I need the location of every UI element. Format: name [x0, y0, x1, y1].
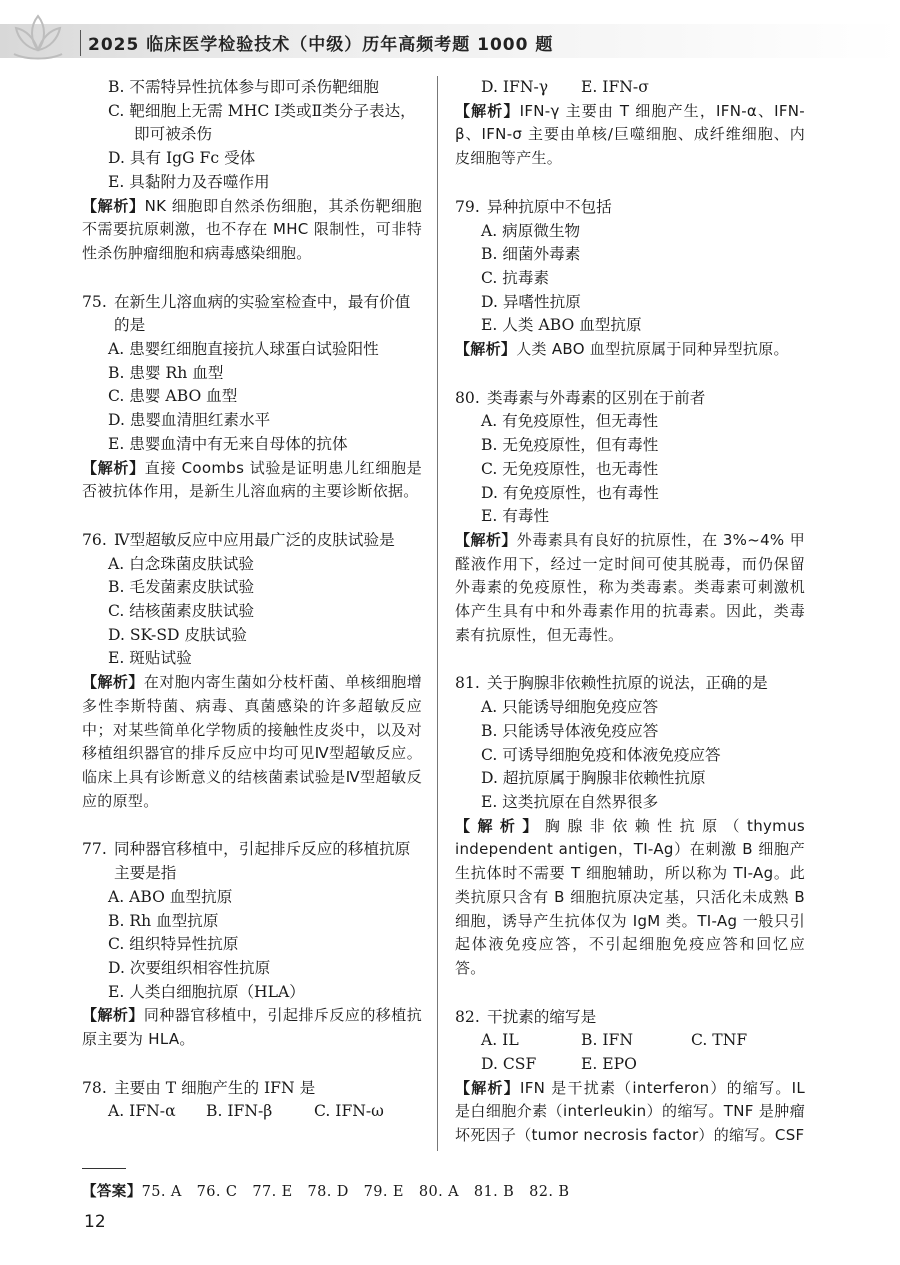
option: E. 患婴血清中有无来自母体的抗体: [108, 434, 348, 453]
question-75: [82, 291, 422, 504]
option: E. 人类 ABO 血型抗原: [481, 316, 642, 335]
question-77: [82, 838, 422, 1051]
stem-text: 同种器官移植中，引起排斥反应的移植抗原主要是指: [114, 840, 411, 883]
question-78: [82, 1077, 422, 1124]
stem-text: 在新生儿溶血病的实验室检查中，最有价值的是: [114, 292, 411, 335]
question-stem: [82, 529, 422, 553]
question-79: [455, 196, 805, 362]
explanation: [82, 671, 422, 813]
option: D. 超抗原属于胸腺非依赖性抗原: [481, 769, 706, 788]
explanation: [82, 195, 422, 266]
question-74-continuation: [82, 76, 422, 266]
lotus-logo-icon: [6, 8, 70, 66]
option: B. 只能诱导体液免疫应答: [481, 721, 659, 740]
explanation-tag: 【解析】: [82, 673, 144, 692]
stem-text: 异种抗原中不包括: [487, 197, 612, 216]
header-rule: [80, 30, 81, 56]
page-number: 12: [84, 1212, 106, 1232]
option: A. IFN-α: [108, 1102, 176, 1121]
question-number: 80.: [455, 388, 480, 407]
option: A. ABO 血型抗原: [108, 887, 233, 906]
question-number: 75.: [82, 292, 107, 311]
question-number: 77.: [82, 840, 107, 859]
option: A. 只能诱导细胞免疫应答: [481, 698, 659, 717]
question-number: 82.: [455, 1007, 480, 1026]
option-row: [455, 76, 805, 100]
explanation-text: 在对胞内寄生菌如分枝杆菌、单核细胞增多性李斯特菌、病毒、真菌感染的许多超敏反应中；对某些简单化学物质的接触性皮炎中，以及对移植组织器官的排斥反应中均可见Ⅳ型超敏反应。临床上具有诊断意义的结核菌素试验是Ⅳ型超敏反应的原型。: [82, 673, 423, 810]
option: C. 结核菌素皮肤试验: [108, 602, 255, 621]
question-stem: [455, 1006, 805, 1030]
explanation-tag: 【解析】: [82, 196, 145, 215]
option: A. IL: [481, 1031, 519, 1050]
question-stem: [82, 291, 422, 338]
option: A. 病原微生物: [481, 221, 581, 240]
option: E. 这类抗原在自然界很多: [481, 792, 659, 811]
explanation-tag: 【解析】: [455, 340, 517, 359]
stem-text: Ⅳ型超敏反应中应用最广泛的皮肤试验是: [114, 530, 395, 549]
explanation: [455, 338, 805, 362]
stem-text: 干扰素的缩写是: [487, 1007, 597, 1026]
question-stem: [82, 1077, 422, 1101]
explanation-tag: 【解析】: [455, 101, 520, 120]
page-header: [0, 0, 900, 72]
option: B. 患婴 Rh 血型: [108, 363, 224, 382]
question-78-continuation: [455, 76, 805, 171]
explanation-text: 外毒素具有良好的抗原性，在 3%~4% 甲醛液作用下，经过一定时间可使其脱毒，而仍保留外毒素的免疫原性，称为类毒素。类毒素可刺激机体产生具有中和外毒素作用的抗毒素。因此，类毒素有抗原性，但无毒性。: [455, 530, 806, 644]
option: E. 斑贴试验: [108, 649, 192, 668]
question-stem: [82, 838, 422, 885]
explanation: [455, 100, 805, 171]
option: D. IFN-γ: [481, 78, 549, 96]
question-stem: [455, 196, 805, 220]
stem-text: 关于胸腺非依赖性抗原的说法，正确的是: [487, 674, 768, 693]
explanation-tag: 【解析】: [455, 530, 517, 549]
option: C. 组织特异性抗原: [108, 935, 239, 954]
option: B. 毛发菌素皮肤试验: [108, 578, 255, 597]
explanation-text: NK 细胞即自然杀伤细胞，其杀伤靶细胞不需要抗原刺激，也不存在 MHC 限制性，可非特性杀伤肿瘤细胞和病毒感染细胞。: [82, 196, 422, 262]
explanation-text: 胸腺非依赖性抗原（thymus independent antigen，TI-Ag）在刺激 B 细胞产生抗体时不需要 T 细胞辅助，所以称为 TI-Ag。此类抗原只含有 B 细胞抗原决定基，只活化未成熟 B 细胞，诱导产生抗体仅为 IgM 类。TI-Ag 一般只引起体液免疫应答，不引起细胞免疫应答和回忆应答。: [455, 816, 806, 977]
option: B. 无免疫原性，但有毒性: [481, 436, 659, 455]
option: D. 患婴血清胆红素水平: [108, 411, 271, 430]
explanation: [82, 457, 422, 504]
option: C. 抗毒素: [481, 268, 550, 287]
option: D. 次要组织相容性抗原: [108, 958, 271, 977]
option: B. IFN-β: [206, 1102, 273, 1121]
explanation-tag: 【解析】: [82, 1006, 144, 1025]
option: D. 具有 IgG Fc 受体: [108, 149, 256, 168]
left-column: [82, 76, 422, 1124]
right-column: [455, 76, 805, 1148]
option: B. 不需特异性抗体参与即可杀伤靶细胞: [108, 78, 379, 96]
question-number: 79.: [455, 197, 480, 216]
explanation-text: IFN-γ 主要由 T 细胞产生，IFN-α、IFN-β、IFN-σ 主要由单核/巨噬细胞、成纤维细胞、内皮细胞等产生。: [455, 101, 805, 168]
page-title: 2025 临床医学检验技术（中级）历年高频考题 1000 题: [88, 35, 554, 55]
question-number: 76.: [82, 530, 107, 549]
answers-text: 75. A 76. C 77. E 78. D 79. E 80. A 81. B 82. B: [141, 1184, 570, 1200]
option: B. IFN: [581, 1031, 633, 1050]
question-stem: [455, 672, 805, 696]
option: B. 细菌外毒素: [481, 245, 581, 264]
option: E. 有毒性: [481, 507, 550, 526]
question-stem: [455, 387, 805, 411]
explanation-text: 直接 Coombs 试验是证明患儿红细胞是否被抗体作用，是新生儿溶血病的主要诊断依据。: [82, 458, 422, 501]
explanation: [455, 815, 805, 981]
option: C. IFN-ω: [314, 1102, 384, 1121]
question-number: 81.: [455, 674, 480, 693]
option: E. IFN-σ: [581, 78, 649, 96]
option: E. 人类白细胞抗原（HLA）: [108, 982, 305, 1001]
question-80: [455, 387, 805, 648]
question-76: [82, 529, 422, 813]
option: D. 异嗜性抗原: [481, 292, 581, 311]
explanation-tag: 【解析】: [455, 1078, 520, 1097]
option: A. 白念珠菌皮肤试验: [108, 554, 254, 573]
option: C. TNF: [691, 1031, 748, 1050]
option-row: [455, 1029, 805, 1053]
option-row: [455, 1053, 805, 1077]
explanation-text: IFN 是干扰素（interferon）的缩写。IL 是白细胞介素（interleukin）的缩写。TNF 是肿瘤坏死因子（tumor necrosis factor）的缩写。CSF: [455, 1078, 805, 1145]
explanation-text: 同种器官移植中，引起排斥反应的移植抗原主要为 HLA。: [82, 1006, 423, 1049]
stem-text: 主要由 T 细胞产生的 IFN 是: [114, 1078, 316, 1097]
column-divider: [437, 76, 438, 1151]
explanation: [82, 1004, 422, 1051]
option-row: [82, 1100, 422, 1124]
option: E. 具黏附力及吞噬作用: [108, 172, 270, 191]
option: C. 无免疫原性，也无毒性: [481, 459, 659, 478]
answer-key: [82, 1180, 569, 1201]
question-number: 78.: [82, 1078, 107, 1097]
option: A. 有免疫原性，但无毒性: [481, 412, 659, 431]
option: E. EPO: [581, 1055, 637, 1074]
option: D. 有免疫原性，也有毒性: [481, 483, 659, 502]
answers-tag: 【答案】: [82, 1184, 142, 1200]
option: A. 患婴红细胞直接抗人球蛋白试验阳性: [108, 340, 379, 359]
option: D. SK-SD 皮肤试验: [108, 625, 247, 644]
option: D. CSF: [481, 1055, 537, 1074]
question-82: [455, 1006, 805, 1148]
option: C. 靶细胞上无需 MHC Ⅰ类或Ⅱ类分子表达，即可被杀伤: [108, 101, 416, 144]
explanation: [455, 1077, 805, 1148]
explanation: [455, 529, 805, 648]
explanation-tag: 【解析】: [455, 816, 545, 835]
explanation-text: 人类 ABO 血型抗原属于同种异型抗原。: [516, 340, 789, 359]
option: C. 可诱导细胞免疫和体液免疫应答: [481, 745, 721, 764]
option: C. 患婴 ABO 血型: [108, 387, 238, 406]
option: B. Rh 血型抗原: [108, 911, 219, 930]
answers-rule: [82, 1168, 126, 1169]
question-81: [455, 672, 805, 980]
stem-text: 类毒素与外毒素的区别在于前者: [487, 388, 706, 407]
explanation-tag: 【解析】: [82, 458, 145, 477]
